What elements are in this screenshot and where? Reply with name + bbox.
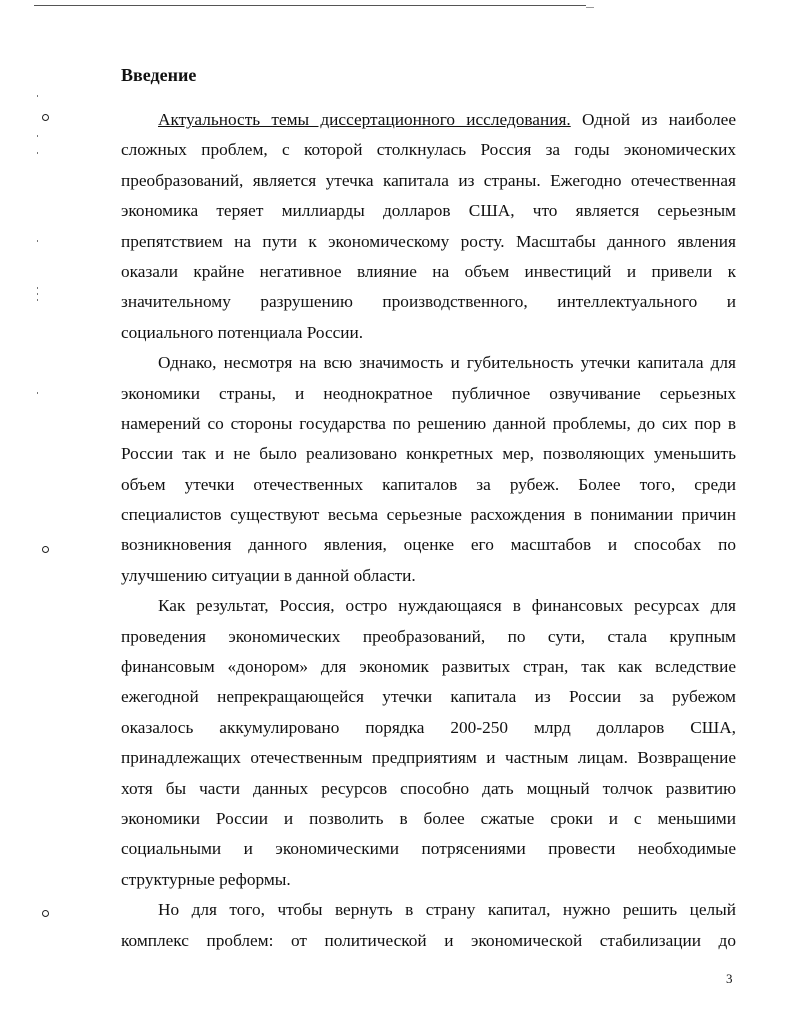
punch-hole-mark xyxy=(42,114,49,121)
scan-speck xyxy=(37,299,38,301)
scan-speck xyxy=(37,287,38,289)
scan-speck xyxy=(37,95,38,97)
text-line: социального потенциала России. xyxy=(121,322,364,342)
section-heading: Введение xyxy=(121,65,197,85)
scan-edge-line xyxy=(34,5,586,6)
punch-hole-mark xyxy=(42,546,49,553)
scan-speck xyxy=(37,293,38,295)
scan-speck xyxy=(37,152,38,154)
text-line: России так и не было реализовано конкретных мер, позволяющих уменьшить xyxy=(121,444,736,464)
scan-speck xyxy=(37,392,38,394)
text-line: улучшению ситуации в данной области. xyxy=(121,565,416,585)
text-line: намерений со стороны государства по решению данной проблемы, до сих пор в xyxy=(121,413,736,433)
punch-hole-mark xyxy=(42,910,49,917)
text-line: возникновения данного явления, оценке его масштабов и способах по xyxy=(121,535,736,555)
text-line: принадлежащих отечественным предприятиям и частным лицам. Возвращение xyxy=(121,748,736,768)
text-line: ежегодной непрекращающейся утечки капитала из России за рубежом xyxy=(121,687,736,707)
scan-speck xyxy=(37,240,38,242)
text-line: специалистов существуют весьма серьезные расхождения в понимании причин xyxy=(121,505,736,525)
text-line: финансовым «донором» для экономик развитых стран, так как вследствие xyxy=(121,657,736,677)
text-line: проведения экономических преобразований, по сути, стала крупным xyxy=(121,626,736,646)
scan-edge-mark xyxy=(586,7,594,8)
text-line: экономики страны, и неоднократное публичное озвучивание серьезных xyxy=(121,383,736,403)
text-line: Но для того, чтобы вернуть в страну капитал, нужно решить целый xyxy=(158,900,736,920)
text-line: социальными и экономическими потрясениями провести необходимые xyxy=(121,839,736,859)
underlined-topic-phrase: Актуальность темы диссертационного исследования. xyxy=(158,110,571,129)
text-line: сложных проблем, с которой столкнулась Россия за годы экономических xyxy=(121,140,736,160)
text-line: препятствием на пути к экономическому росту. Масштабы данного явления xyxy=(121,231,736,251)
text-line: Актуальность темы диссертационного исследования. Одной из наиболее xyxy=(158,110,736,129)
text-line: Как результат, Россия, остро нуждающаяся в финансовых ресурсах для xyxy=(158,596,736,616)
text-line: преобразований, является утечка капитала из страны. Ежегодно отечественная xyxy=(121,170,736,190)
text-line: хотя бы части данных ресурсов способно дать мощный толчок развитию xyxy=(121,778,736,798)
text-line: объем утечки отечественных капиталов за рубеж. Более того, среди xyxy=(121,474,736,494)
text-line: значительному разрушению производственного, интеллектуального и xyxy=(121,292,736,312)
page-number: 3 xyxy=(726,971,733,986)
text-line: структурные реформы. xyxy=(121,869,291,889)
scan-speck xyxy=(37,135,38,137)
body-text xyxy=(121,105,736,956)
text-line: Однако, несмотря на всю значимость и губительность утечки капитала для xyxy=(158,353,736,373)
text-line: комплекс проблем: от политической и экономической стабилизации до xyxy=(121,930,736,950)
text-line: оказали крайне негативное влияние на объем инвестиций и привели к xyxy=(121,261,736,281)
text-line: оказалось аккумулировано порядка 200-250 млрд долларов США, xyxy=(121,717,736,737)
text-line: экономики России и позволить в более сжатые сроки и с меньшими xyxy=(121,808,736,828)
text-line: экономика теряет миллиарды долларов США, что является серьезным xyxy=(121,201,736,221)
